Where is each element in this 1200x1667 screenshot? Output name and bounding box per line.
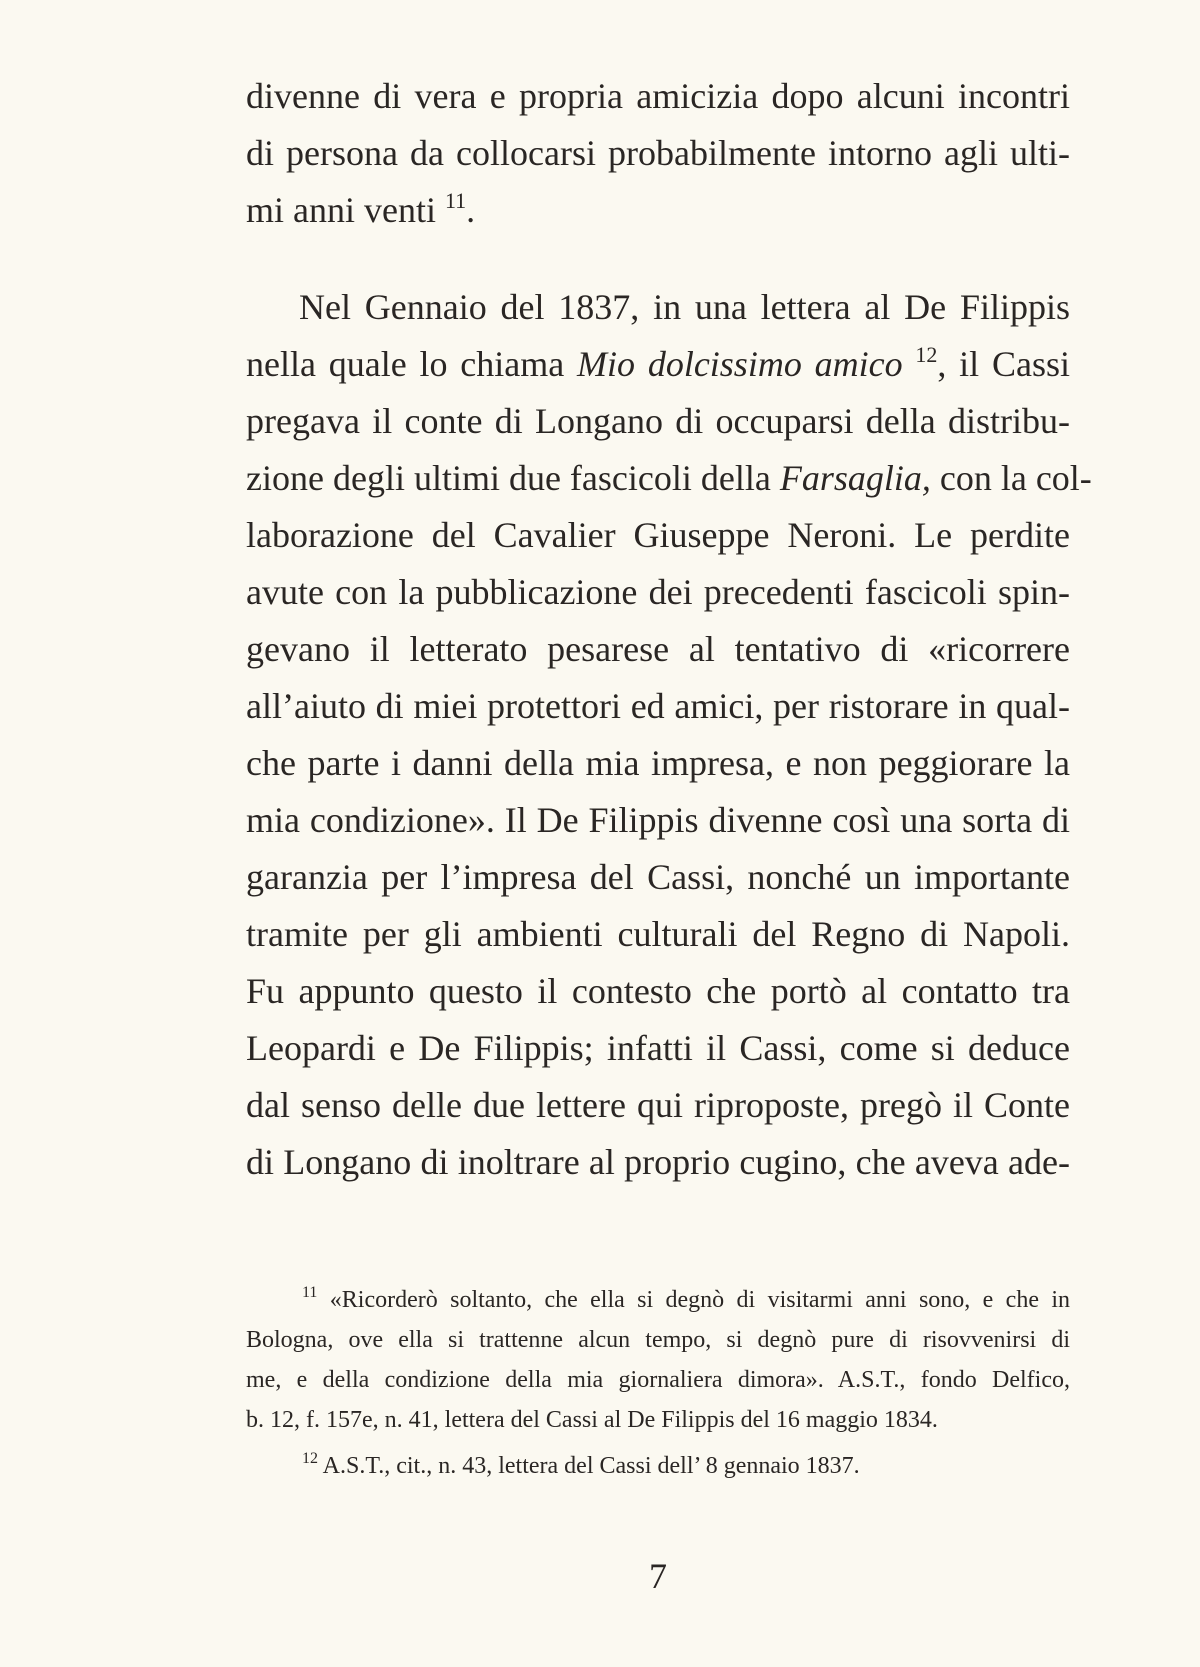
text-line: che parte i danni della mia impresa, e non peggiorare la [246, 743, 1070, 783]
footnote-12 [246, 1446, 1070, 1486]
footnote-11 [246, 1280, 1070, 1440]
footnote-line: Bologna, ove ella si trattenne alcun tempo, si degnò pure di risovvenirsi di [246, 1327, 1070, 1353]
text-segment: zione degli ultimi due fascicoli della [246, 458, 780, 498]
footnote-line [246, 1446, 1070, 1486]
text-segment: «Ricorderò soltanto, che ella si degnò di visitarmi anni sono, e che in [317, 1287, 1070, 1313]
text-segment: , il Cassi [937, 344, 1070, 384]
text-line: divenne di vera e propria amicizia dopo alcuni incontri [246, 76, 1070, 116]
text-segment: con la col- [930, 458, 1092, 498]
text-segment: . [466, 190, 476, 230]
text-line: Nel Gennaio del 1837, in una lettera al De Filippis [299, 287, 1070, 327]
footnotes [246, 1280, 1070, 1486]
italic-title: Farsaglia, [779, 458, 931, 498]
footnote-number: 11 [302, 1284, 318, 1301]
text-line [246, 450, 1092, 507]
text-line: di Longano di inoltrare al proprio cugino, che aveva ade- [246, 1142, 1070, 1182]
text-line: mia condizione». Il De Filippis divenne così una sorta di [246, 800, 1070, 840]
text-segment: mi anni venti [246, 190, 445, 230]
text-line: garanzia per l’impresa del Cassi, nonché un importante [246, 857, 1070, 897]
footnote-ref-11[interactable]: 11 [444, 188, 467, 213]
text-line: avute con la pubblicazione dei precedenti fascicoli spin- [246, 572, 1070, 612]
text-segment: A.S.T., cit., n. 43, lettera del Cassi dell’ 8 gennaio 1837. [318, 1453, 860, 1479]
text-line: gevano il letterato pesarese al tentativo di «ricorrere [246, 629, 1070, 669]
footnote-line: me, e della condizione della mia giornaliera dimora». A.S.T., fondo Delfico, [246, 1367, 1070, 1393]
footnote-line [246, 1280, 1070, 1320]
footnote-line: b. 12, f. 157e, n. 41, lettera del Cassi al De Filippis del 16 maggio 1834. [246, 1407, 938, 1433]
page-number: 7 [649, 1556, 667, 1596]
text-line: Leopardi e De Filippis; infatti il Cassi, come si deduce [246, 1028, 1070, 1068]
text-line [246, 182, 1070, 239]
paragraph-main [246, 279, 1092, 1191]
text-line: laborazione del Cavalier Giuseppe Neroni. Le perdite [246, 515, 1070, 555]
text-line: pregava il conte di Longano di occuparsi della distribu- [246, 401, 1070, 441]
text-line: di persona da collocarsi probabilmente intorno agli ulti- [246, 133, 1070, 173]
text-line: tramite per gli ambienti culturali del Regno di Napoli. [246, 914, 1070, 954]
text-line: dal senso delle due lettere qui riproposte, pregò il Conte [246, 1085, 1070, 1125]
text-line: Fu appunto questo il contesto che portò al contatto tra [246, 971, 1070, 1011]
italic-title: Mio dolcissimo amico [577, 344, 903, 384]
text-line [246, 336, 1070, 393]
text-line: all’aiuto di miei protettori ed amici, per ristorare in qual- [246, 686, 1070, 726]
footnote-ref-12[interactable]: 12 [915, 342, 938, 367]
footnote-number: 12 [302, 1450, 318, 1467]
paragraph-continued [246, 68, 1070, 239]
text-segment: nella quale lo chiama [246, 344, 578, 384]
